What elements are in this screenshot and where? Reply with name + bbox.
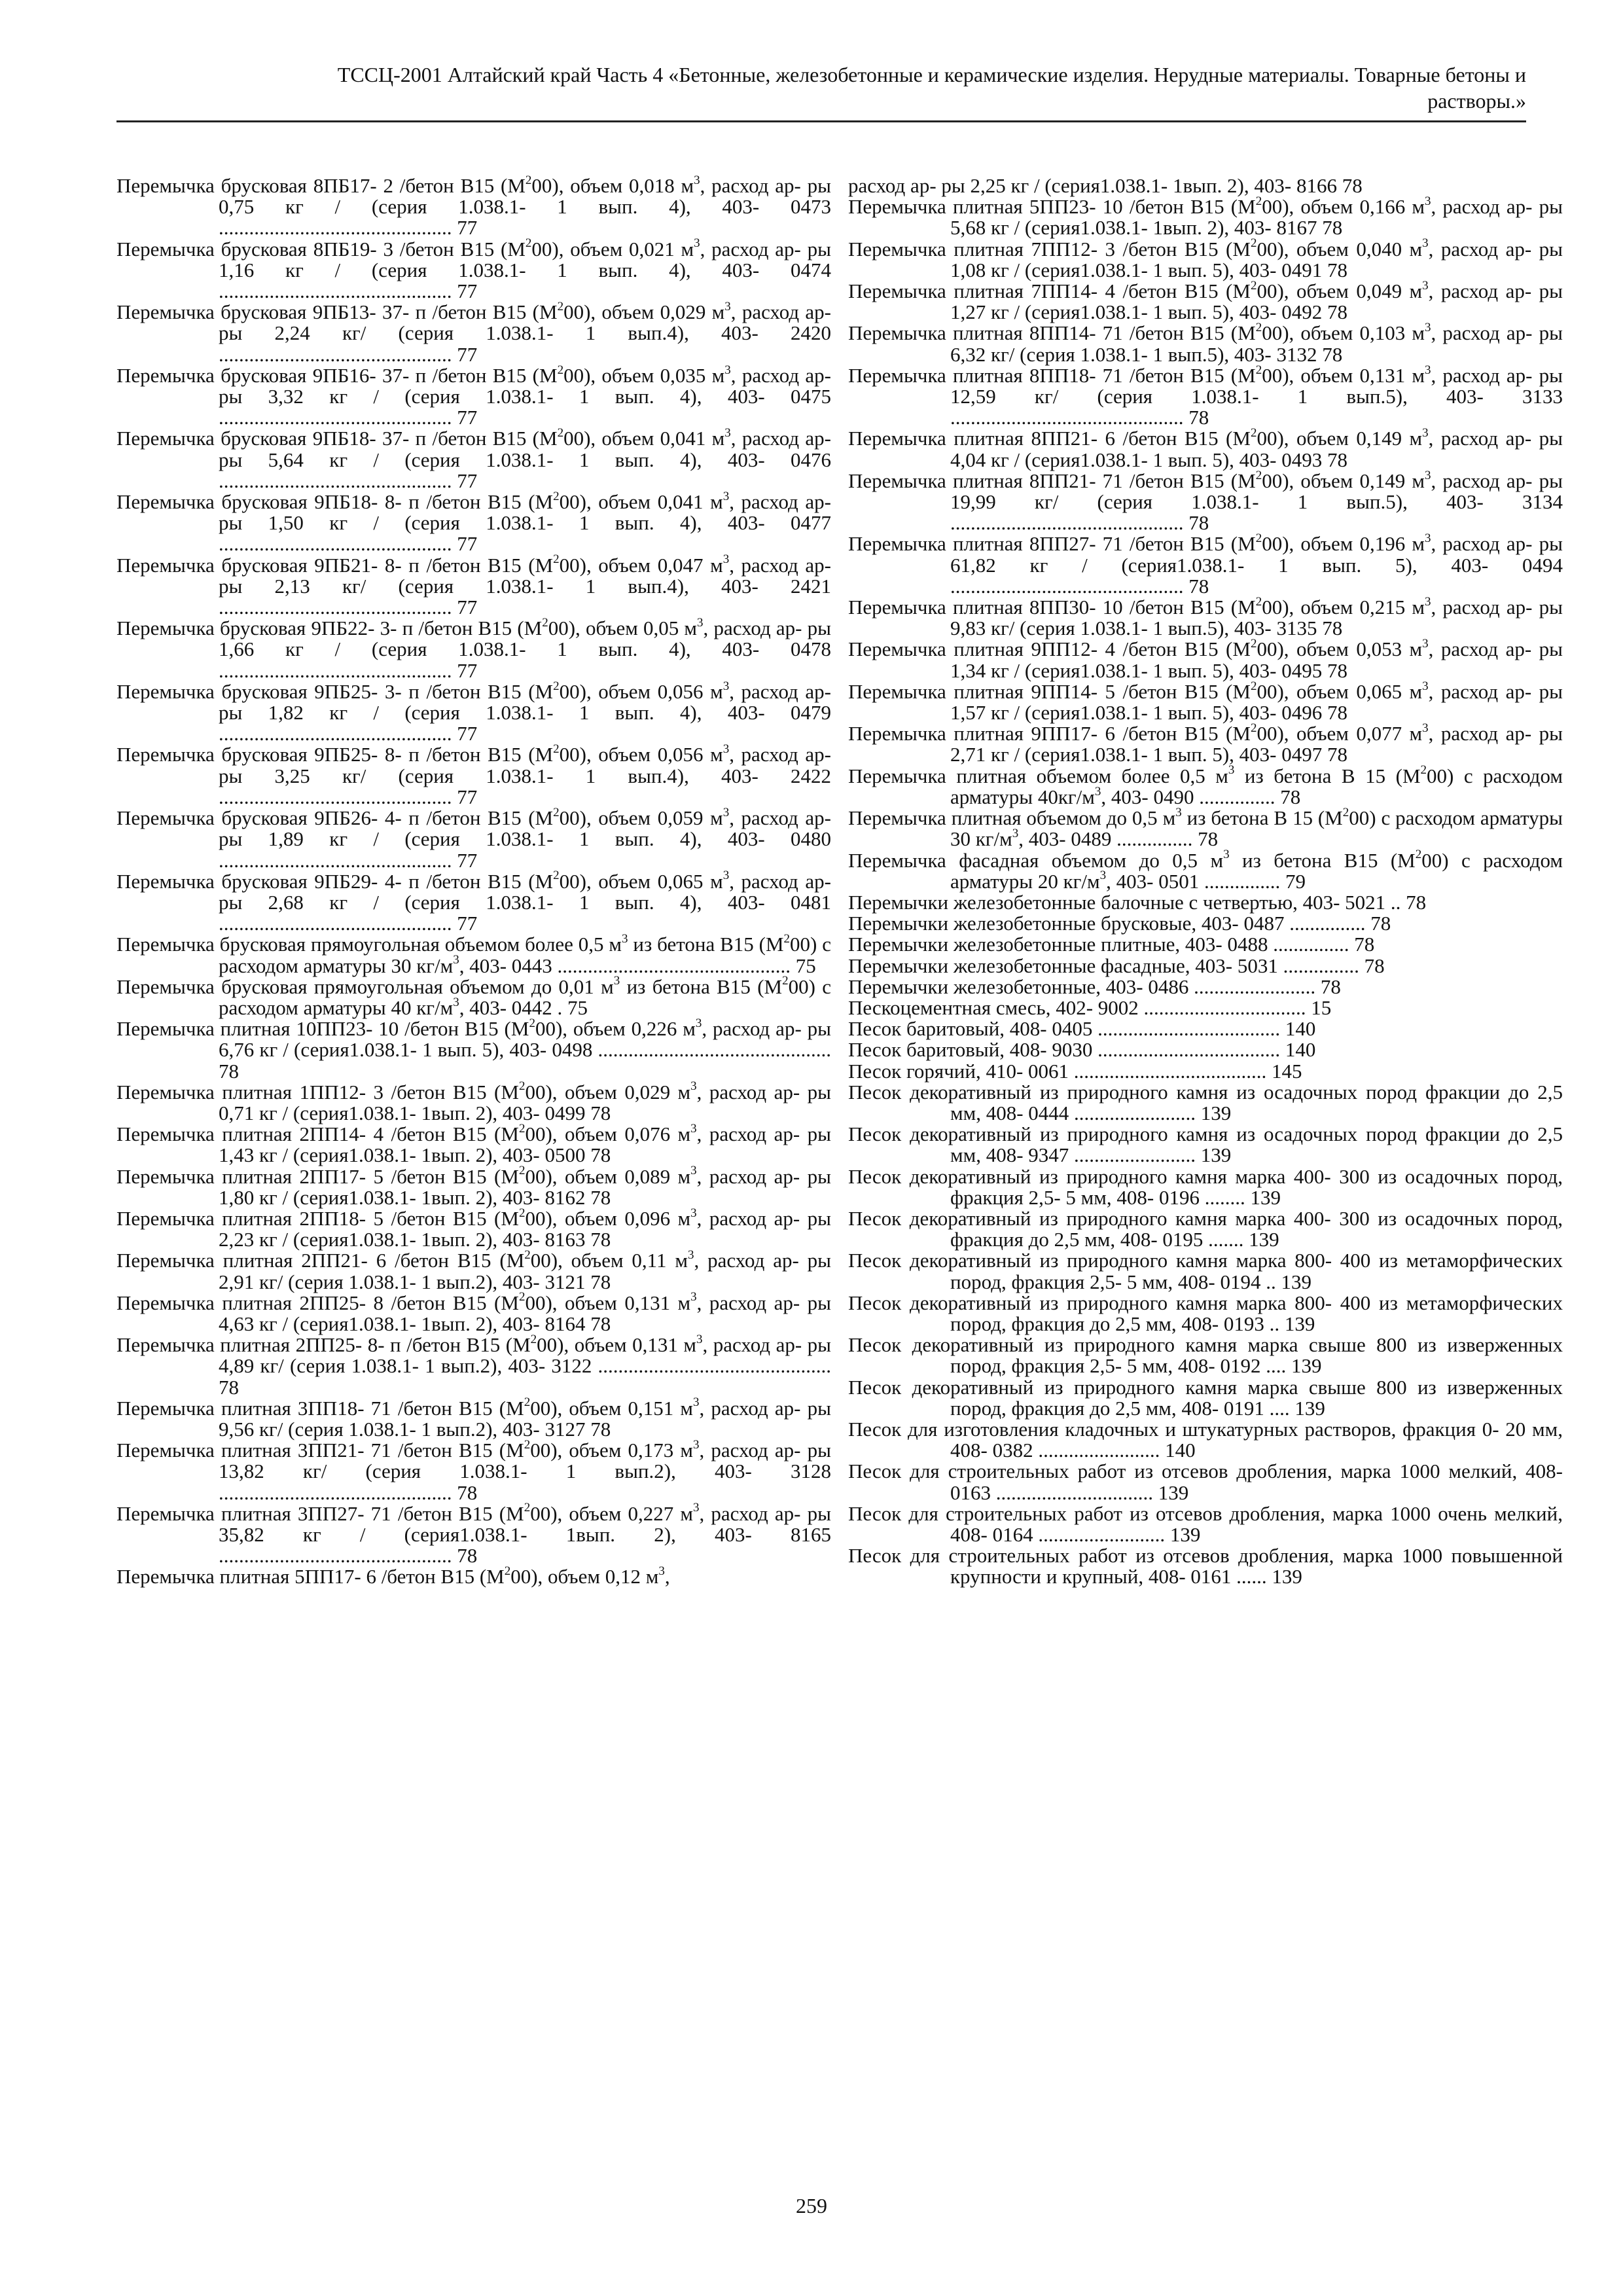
- header-line-2: растворы.»: [1427, 89, 1526, 113]
- index-entry: Песок баритовый, 408- 9030 .................................... 140: [848, 1038, 1316, 1062]
- index-entry: Пескоцементная смесь, 402- 9002 ................................ 15: [848, 996, 1332, 1019]
- index-entry: Перемычка брусковая 9ПБ18- 37- п /бетон В15 $(М^200)$, объем 0,041 $м^3$, расход ар- ры 5,64 кг / (серия 1.038.1- 1 вып. 4), 403- 0476 .............................................. 77: [116, 426, 831, 492]
- index-entry: Песок для строительных работ из отсевов дробления, марка 1000 очень мелкий, 408- 0164 ......................... 139: [848, 1501, 1563, 1546]
- index-entry: Перемычка плитная 8ПП30- 10 /бетон В15 $(М^200)$, объем 0,215 $м^3$, расход ар- ры 9,83 кг/ (серия 1.038.1- 1 вып.5), 403- 3135 78: [848, 594, 1563, 640]
- index-entry: Перемычка плитная 3ПП27- 71 /бетон В15 $(М^200)$, объем 0,227 $м^3$, расход ар- ры 35,82 кг / (серия1.038.1- 1вып. 2), 403- 8165 .............................................. 78: [116, 1501, 831, 1568]
- index-entry: Песок для строительных работ из отсевов дробления, марка 1000 мелкий, 408- 0163 ............................... 139: [848, 1460, 1563, 1504]
- index-entry: Перемычка плитная 3ПП21- 71 /бетон В15 $(М^200)$, объем 0,173 $м^3$, расход ар- ры 13,82 кг/ (серия 1.038.1- 1 вып.2), 403- 3128 .............................................. 78: [116, 1437, 831, 1504]
- index-entry: Перемычка брусковая 9ПБ18- 8- п /бетон В15 $(М^200)$, объем 0,041 $м^3$, расход ар- ры 1,50 кг / (серия 1.038.1- 1 вып. 4), 403- 0477 .............................................. 77: [116, 489, 831, 556]
- index-entry: Перемычка плитная 5ПП17- 6 /бетон В15 $(М^200)$, объем 0,12 $м^3$,: [116, 1564, 670, 1588]
- index-entry: Песок декоративный из природного камня марка 400- 300 из осадочных пород, фракция 2,5- 5 мм, 408- 0196 ........ 139: [848, 1164, 1563, 1209]
- index-entry: Перемычка фасадная объемом до 0,5 $м^3$ из бетона В15 $(М^200)$ с расходом арматуры 20 $кг/м^3$, 403- 0501 ............... 79: [848, 848, 1563, 893]
- index-entry: Перемычка брусковая 9ПБ16- 37- п /бетон В15 $(М^200)$, объем 0,035 $м^3$, расход ар- ры 3,32 кг / (серия 1.038.1- 1 вып. 4), 403- 0475 .............................................. 77: [116, 363, 831, 429]
- index-entry: Перемычка плитная 10ПП23- 10 /бетон В15 $(М^200)$, объем 0,226 $м^3$, расход ар- ры 6,76 кг / (серия1.038.1- 1 вып. 5), 403- 0498 .............................................. 78: [116, 1016, 831, 1083]
- index-entry: Перемычка плитная объемом до 0,5 $м^3$ из бетона В 15 $(М^200)$ с расходом арматуры 30 $кг/м^3$, 403- 0489 ............... 78: [848, 805, 1563, 851]
- index-entry: Песок декоративный из природного камня марка 800- 400 из метаморфических пород, фракция 2,5- 5 мм, 408- 0194 .. 139: [848, 1249, 1563, 1293]
- index-entry: Перемычка плитная 2ПП18- 5 /бетон В15 $(М^200)$, объем 0,096 $м^3$, расход ар- ры 2,23 кг / (серия1.038.1- 1вып. 2), 403- 8163 78: [116, 1206, 831, 1251]
- index-entry: Перемычка брусковая 8ПБ17- 2 /бетон В15 $(М^200)$, объем 0,018 $м^3$, расход ар- ры 0,75 кг / (серия 1.038.1- 1 вып. 4), 403- 0473 .............................................. 77: [116, 173, 831, 240]
- index-entry: Перемычка плитная 8ПП14- 71 /бетон В15 $(М^200)$, объем 0,103 $м^3$, расход ар- ры 6,32 кг/ (серия 1.038.1- 1 вып.5), 403- 3132 78: [848, 321, 1563, 366]
- index-entry: Перемычка плитная 1ПП12- 3 /бетон В15 $(М^200)$, объем 0,029 $м^3$, расход ар- ры 0,71 кг / (серия1.038.1- 1вып. 2), 403- 0499 78: [116, 1079, 831, 1124]
- index-entry: Перемычка плитная 2ПП25- 8 /бетон В15 $(М^200)$, объем 0,131 $м^3$, расход ар- ры 4,63 кг / (серия1.038.1- 1вып. 2), 403- 8164 78: [116, 1290, 831, 1335]
- index-entry: Перемычки железобетонные фасадные, 403- 5031 ............... 78: [848, 954, 1385, 977]
- index-entry: Перемычка плитная 8ПП21- 6 /бетон В15 $(М^200)$, объем 0,149 $м^3$, расход ар- ры 4,04 кг / (серия1.038.1- 1 вып. 5), 403- 0493 78: [848, 426, 1563, 471]
- index-entry: Песок горячий, 410- 0061 ...................................... 145: [848, 1059, 1302, 1083]
- index-entry: Перемычка брусковая прямоугольная объемом более 0,5 $м^3$ из бетона В15 $(М^200)$ с расходом арматуры 30 $кг/м^3$, 403- 0443 .............................................. 75: [116, 931, 831, 977]
- index-entry: Перемычка брусковая 9ПБ13- 37- п /бетон В15 $(М^200)$, объем 0,029 $м^3$, расход ар- ры 2,24 кг/ (серия 1.038.1- 1 вып.4), 403- 2420 .............................................. 77: [116, 299, 831, 366]
- index-entry: Песок декоративный из природного камня марка 800- 400 из метаморфических пород, фракция до 2,5 мм, 408- 0193 .. 139: [848, 1291, 1563, 1335]
- index-entry: Перемычка плитная 9ПП12- 4 /бетон В15 $(М^200)$, объем 0,053 $м^3$, расход ар- ры 1,34 кг / (серия1.038.1- 1 вып. 5), 403- 0495 78: [848, 637, 1563, 682]
- index-entry: Перемычка плитная 3ПП18- 71 /бетон В15 $(М^200)$, объем 0,151 $м^3$, расход ар- ры 9,56 кг/ (серия 1.038.1- 1 вып.2), 403- 3127 78: [116, 1395, 831, 1441]
- index-entry: Перемычка плитная 9ПП14- 5 /бетон В15 $(М^200)$, объем 0,065 $м^3$, расход ар- ры 1,57 кг / (серия1.038.1- 1 вып. 5), 403- 0496 78: [848, 679, 1563, 725]
- index-entry: Перемычка плитная объемом более 0,5 $м^3$ из бетона В 15 $(М^200)$ с расходом арматуры $40кг/м^3$, 403- 0490 ............... 78: [848, 763, 1563, 808]
- index-entry: Перемычка плитная 8ПП21- 71 /бетон В15 $(М^200)$, объем 0,149 $м^3$, расход ар- ры 19,99 кг/ (серия 1.038.1- 1 вып.5), 403- 3134 .............................................. 78: [848, 468, 1563, 535]
- index-column-left: [116, 175, 831, 1588]
- page-number: 259: [796, 2194, 827, 2217]
- index-entry: Перемычка плитная 2ПП17- 5 /бетон В15 $(М^200)$, объем 0,089 $м^3$, расход ар- ры 1,80 кг / (серия1.038.1- 1вып. 2), 403- 8162 78: [116, 1164, 831, 1209]
- header-line-1: ТССЦ-2001 Алтайский край Часть 4 «Бетонные, железобетонные и керамические изделия. Нерудные материалы. Товарные бетоны и: [337, 63, 1526, 86]
- index-entry: Перемычка брусковая 8ПБ19- 3 /бетон В15 $(М^200)$, объем 0,021 $м^3$, расход ар- ры 1,16 кг / (серия 1.038.1- 1 вып. 4), 403- 0474 .............................................. 77: [116, 236, 831, 303]
- index-entry: Перемычка плитная 2ПП21- 6 /бетон В15 $(М^200)$, объем 0,11 $м^3$, расход ар- ры 2,91 кг/ (серия 1.038.1- 1 вып.2), 403- 3121 78: [116, 1248, 831, 1293]
- index-entry: Песок декоративный из природного камня марка свыше 800 из изверженных пород, фракция 2,5- 5 мм, 408- 0192 .... 139: [848, 1333, 1563, 1378]
- index-entry: Перемычки железобетонные балочные с четвертью, 403- 5021 .. 78: [848, 890, 1427, 914]
- header-divider: [116, 120, 1526, 122]
- index-entry: Перемычка плитная 8ПП27- 71 /бетон В15 $(М^200)$, объем 0,196 $м^3$, расход ар- ры 61,82 кг / (серия1.038.1- 1 вып. 5), 403- 0494 .............................................. 78: [848, 531, 1563, 598]
- index-entry: Перемычки железобетонные брусковые, 403- 0487 ............... 78: [848, 912, 1391, 935]
- index-entry: Перемычка брусковая прямоугольная объемом до 0,01 $м^3$ из бетона В15 $(М^200)$ с расходом арматуры 40 $кг/м^3$, 403- 0442 . 75: [116, 974, 832, 1019]
- index-entry: Перемычка брусковая 9ПБ25- 3- п /бетон В15 $(М^200)$, объем 0,056 $м^3$, расход ар- ры 1,82 кг / (серия 1.038.1- 1 вып. 4), 403- 0479 .............................................. 77: [116, 679, 831, 745]
- index-entry: Перемычка плитная 5ПП23- 10 /бетон В15 $(М^200)$, объем 0,166 $м^3$, расход ар- ры 5,68 кг / (серия1.038.1- 1вып. 2), 403- 8167 78: [848, 194, 1563, 240]
- index-entry: Перемычка брусковая 9ПБ26- 4- п /бетон В15 $(М^200)$, объем 0,059 $м^3$, расход ар- ры 1,89 кг / (серия 1.038.1- 1 вып. 4), 403- 0480 .............................................. 77: [116, 805, 831, 872]
- index-entry: Перемычка брусковая 9ПБ25- 8- п /бетон В15 $(М^200)$, объем 0,056 $м^3$, расход ар- ры 3,25 кг/ (серия 1.038.1- 1 вып.4), 403- 2422 .............................................. 77: [116, 742, 831, 808]
- index-entry: Песок декоративный из природного камня из осадочных пород фракции до 2,5 мм, 408- 0444 ........................ 139: [848, 1080, 1563, 1124]
- index-entry: Перемычка плитная 2ПП14- 4 /бетон В15 $(М^200)$, объем 0,076 $м^3$, расход ар- ры 1,43 кг / (серия1.038.1- 1вып. 2), 403- 0500 78: [116, 1121, 831, 1167]
- index-entry: расход ар- ры 2,25 кг / (серия1.038.1- 1вып. 2), 403- 8166 78: [848, 174, 1363, 197]
- index-entry: Перемычка брусковая 9ПБ29- 4- п /бетон В15 $(М^200)$, объем 0,065 $м^3$, расход ар- ры 2,68 кг / (серия 1.038.1- 1 вып. 4), 403- 0481 .............................................. 77: [116, 869, 831, 935]
- index-entry: Песок декоративный из природного камня марка свыше 800 из изверженных пород, фракция до 2,5 мм, 408- 0191 .... 139: [848, 1375, 1563, 1420]
- index-entry: Перемычка плитная 8ПП18- 71 /бетон В15 $(М^200)$, объем 0,131 $м^3$, расход ар- ры 12,59 кг/ (серия 1.038.1- 1 вып.5), 403- 3133 .............................................. 78: [848, 363, 1563, 429]
- index-entry: Песок для строительных работ из отсевов дробления, марка 1000 повышенной крупности и крупный, 408- 0161 ...... 139: [848, 1544, 1563, 1588]
- index-entry: Перемычки железобетонные, 403- 0486 ........................ 78: [848, 975, 1341, 998]
- index-entry: Перемычка плитная 7ПП12- 3 /бетон В15 $(М^200)$, объем 0,040 $м^3$, расход ар- ры 1,08 кг / (серия1.038.1- 1 вып. 5), 403- 0491 78: [848, 236, 1563, 281]
- index-entry: Песок для изготовления кладочных и штукатурных растворов, фракция 0- 20 мм, 408- 0382 ........................ 140: [848, 1417, 1563, 1462]
- index-entry: Перемычка плитная 2ПП25- 8- п /бетон В15 $(М^200)$, объем 0,131 $м^3$, расход ар- ры 4,89 кг/ (серия 1.038.1- 1 вып.2), 403- 3122 .............................................. 78: [116, 1332, 831, 1399]
- index-entry: Перемычка плитная 9ПП17- 6 /бетон В15 $(М^200)$, объем 0,077 $м^3$, расход ар- ры 2,71 кг / (серия1.038.1- 1 вып. 5), 403- 0497 78: [848, 721, 1563, 766]
- page-header: [116, 62, 1526, 114]
- index-entry: Перемычка брусковая 9ПБ21- 8- п /бетон В15 $(М^200)$, объем 0,047 $м^3$, расход ар- ры 2,13 кг/ (серия 1.038.1- 1 вып.4), 403- 2421 .............................................. 77: [116, 552, 831, 619]
- index-entry: Перемычка плитная 7ПП14- 4 /бетон В15 $(М^200)$, объем 0,049 $м^3$, расход ар- ры 1,27 кг / (серия1.038.1- 1 вып. 5), 403- 0492 78: [848, 278, 1563, 324]
- index-entry: Перемычка брусковая 9ПБ22- 3- п /бетон В15 $(М^200)$, объем 0,05 $м^3$, расход ар- ры 1,66 кг / (серия 1.038.1- 1 вып. 4), 403- 0478 .............................................. 77: [116, 615, 831, 682]
- index-column-right: [848, 175, 1563, 1588]
- index-entry: Песок баритовый, 408- 0405 .................................... 140: [848, 1017, 1316, 1041]
- index-entry: Перемычки железобетонные плитные, 403- 0488 ............... 78: [848, 933, 1375, 956]
- index-entry: Песок декоративный из природного камня марка 400- 300 из осадочных пород, фракция до 2,5 мм, 408- 0195 ....... 139: [848, 1206, 1563, 1251]
- index-entry: Песок декоративный из природного камня из осадочных пород фракции до 2,5 мм, 408- 9347 ........................ 139: [848, 1122, 1563, 1167]
